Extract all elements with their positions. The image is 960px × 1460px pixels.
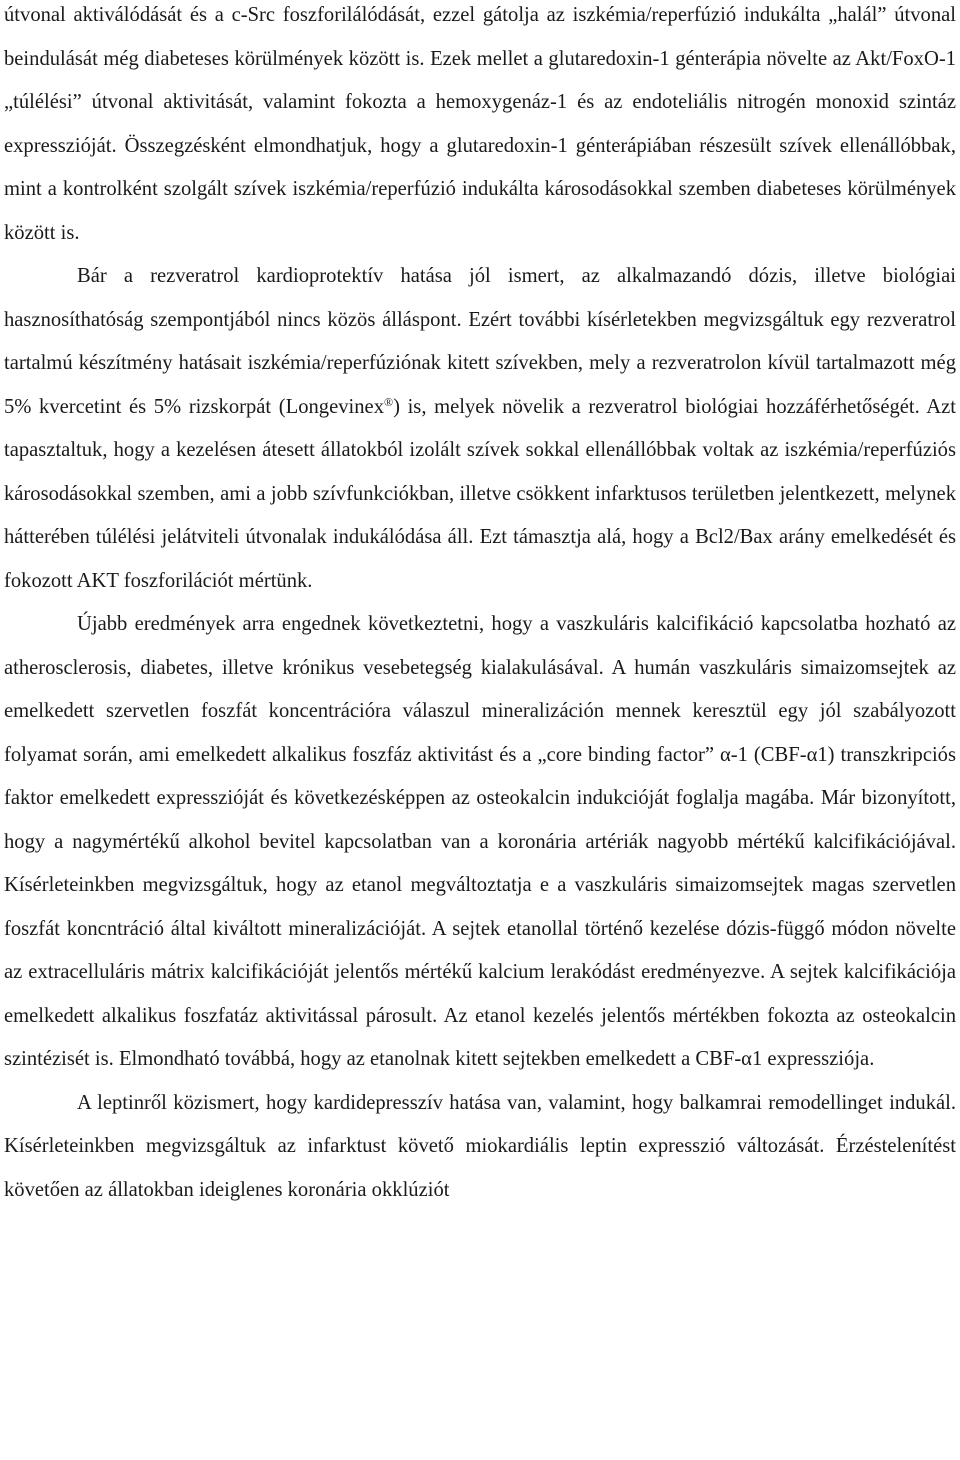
registered-trademark-mark: ®	[384, 394, 394, 409]
paragraph-resveratrol	[4, 255, 956, 603]
paragraph-leptin: A leptinről közismert, hogy kardidepresszív hatása van, valamint, hogy balkamrai remodellinget indukál. Kísérleteinkben megvizsgáltuk az infarktust követő miokardiális leptin expresszió változását. Érzéstelenítést követően az állatokban ideiglenes koronária okklúziót	[4, 1091, 956, 1201]
paragraph-resveratrol-text-start: Bár a rezveratrol kardioprotektív hatása jól ismert, az alkalmazandó dózis, illetve biológiai hasznosíthatóság szempontjából nincs közös álláspont. Ezért további kísérletekben megvizsgáltuk egy rezveratrol tartalmú készítmény hatásait iszkémia/reperfúziónak kitett szívekben, mely a rezveratrolon kívül tartalmazott még 5% kvercetint és 5% rizskorpát (Longevinex	[4, 265, 956, 418]
document-page	[4, 0, 956, 1212]
paragraph-glutaredoxin-summary: útvonal aktiválódását és a c-Src foszforilálódását, ezzel gátolja az iszkémia/reperfúzió indukálta „halál” útvonal beindulását még diabeteses körülmények között is. Ezek mellet a glutaredoxin-1 génterápia növelte az Akt/FoxO-1 „túlélési” útvonal aktivitását, valamint fokozta a hemoxygenáz-1 és az endoteliális nitrogén monoxid szintáz expresszióját. Összegzésként elmondhatjuk, hogy a glutaredoxin-1 génterápiában részesült szívek ellenállóbbak, mint a kontrolként szolgált szívek iszkémia/reperfúzió indukálta károsodásokkal szemben diabeteses körülmények között is.	[4, 4, 956, 244]
paragraph-vascular-calcification: Újabb eredmények arra engednek következtetni, hogy a vaszkuláris kalcifikáció kapcsolatba hozható az atherosclerosis, diabetes, illetve krónikus vesebetegség kialakulásával. A humán vaszkuláris simaizomsejtek az emelkedett szervetlen foszfát koncentrációra válaszul mineralizáción mennek keresztül egy jól szabályozott folyamat során, ami emelkedett alkalikus foszfáz aktivitást és a „core binding factor” α-1 (CBF-α1) transzkripciós faktor emelkedett expresszióját és következésképpen az osteokalcin indukcióját foglalja magába. Már bizonyított, hogy a nagymértékű alkohol bevitel kapcsolatban van a koronária artériák nagyobb mértékű kalcifikációjával. Kísérleteinkben megvizsgáltuk, hogy az etanol megváltoztatja e a vaszkuláris simaizomsejtek magas szervetlen foszfát koncntráció által kiváltott mineralizációját. A sejtek etanollal történő kezelése dózis-függő módon növelte az extracelluláris mátrix kalcifikációját jelentős mértékű kalcium lerakódást eredményezve. A sejtek kalcifikációja emelkedett alkalikus foszfatáz aktivitással párosult. Az etanol kezelés jelentős mértékben fokozta az osteokalcin szintézisét is. Elmondható továbbá, hogy az etanolnak kitett sejtekben emelkedett a CBF-α1 expressziója.	[4, 613, 956, 1070]
paragraph-resveratrol-text-end: ) is, melyek növelik a rezveratrol biológiai hozzáférhetőségét. Azt tapasztaltuk, hogy a kezelésen átesett állatokból izolált szívek sokkal ellenállóbbak voltak az iszkémia/reperfúziós károsodásokkal szemben, ami a jobb szívfunkciókban, illetve csökkent infarktusos területben jelentkezett, melynek hátterében túlélési jelátviteli útvonalak indukálódása áll. Ezt támasztja alá, hogy a Bcl2/Bax arány emelkedését és fokozott AKT foszforilációt mértünk.	[4, 395, 957, 592]
